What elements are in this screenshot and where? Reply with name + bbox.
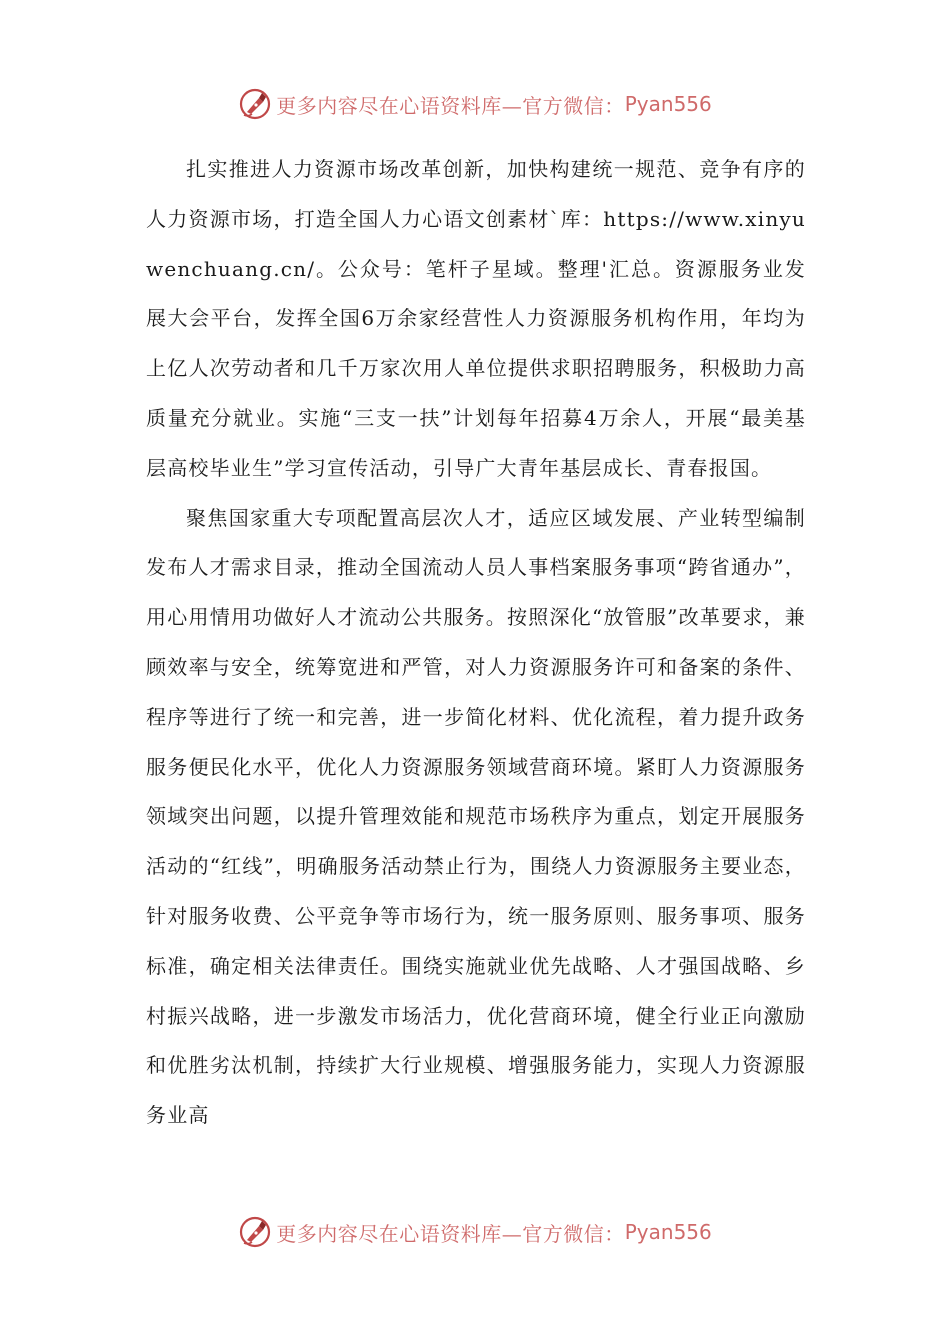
paragraph: 扎实推进人力资源市场改革创新，加快构建统一规范、竞争有序的人力资源市场，打造全国人力心语文创素材`库：https://www.xinyuwenchuang.cn/。公众号：笔杆子星域。整理'汇总。资源服务业发展大会平台，发挥全国6万余家经营性人力资源服务机构作用，年均为上亿人次劳动者和几千万家次用人单位提供求职招聘服务，积极助力高质量充分就业。实施“三支一扶”计划每年招募4万余人，开展“最美基层高校毕业生”学习宣传活动，引导广大青年基层成长、青春报国。	[146, 157, 806, 480]
header-watermark	[0, 84, 950, 124]
pen-nib-logo-icon	[238, 1215, 272, 1249]
watermark-text: 更多内容尽在心语资料库—官方微信：	[276, 93, 625, 118]
footer-watermark	[0, 1212, 950, 1252]
document-body	[146, 145, 806, 1141]
watermark-text: 更多内容尽在心语资料库—官方微信：	[276, 1221, 625, 1246]
watermark-contact: Pyan556	[624, 1220, 712, 1244]
paragraph: 聚焦国家重大专项配置高层次人才，适应区域发展、产业转型编制发布人才需求目录，推动全国流动人员人事档案服务事项“跨省通办”，用心用情用功做好人才流动公共服务。按照深化“放管服”改革要求，兼顾效率与安全，统筹宽进和严管，对人力资源服务许可和备案的条件、程序等进行了统一和完善，进一步简化材料、优化流程，着力提升政务服务便民化水平，优化人力资源服务领域营商环境。紧盯人力资源服务领域突出问题，以提升管理效能和规范市场秩序为重点，划定开展服务活动的“红线”，明确服务活动禁止行为，围绕人力资源服务主要业态，针对服务收费、公平竞争等市场行为，统一服务原则、服务事项、服务标准，确定相关法律责任。围绕实施就业优先战略、人才强国战略、乡村振兴战略，进一步激发市场活力，优化营商环境，健全行业正向激励和优胜劣汰机制，持续扩大行业规模、增强服务能力，实现人力资源服务业高	[146, 505, 806, 1128]
watermark-contact: Pyan556	[624, 92, 712, 116]
pen-nib-logo-icon	[238, 87, 272, 121]
